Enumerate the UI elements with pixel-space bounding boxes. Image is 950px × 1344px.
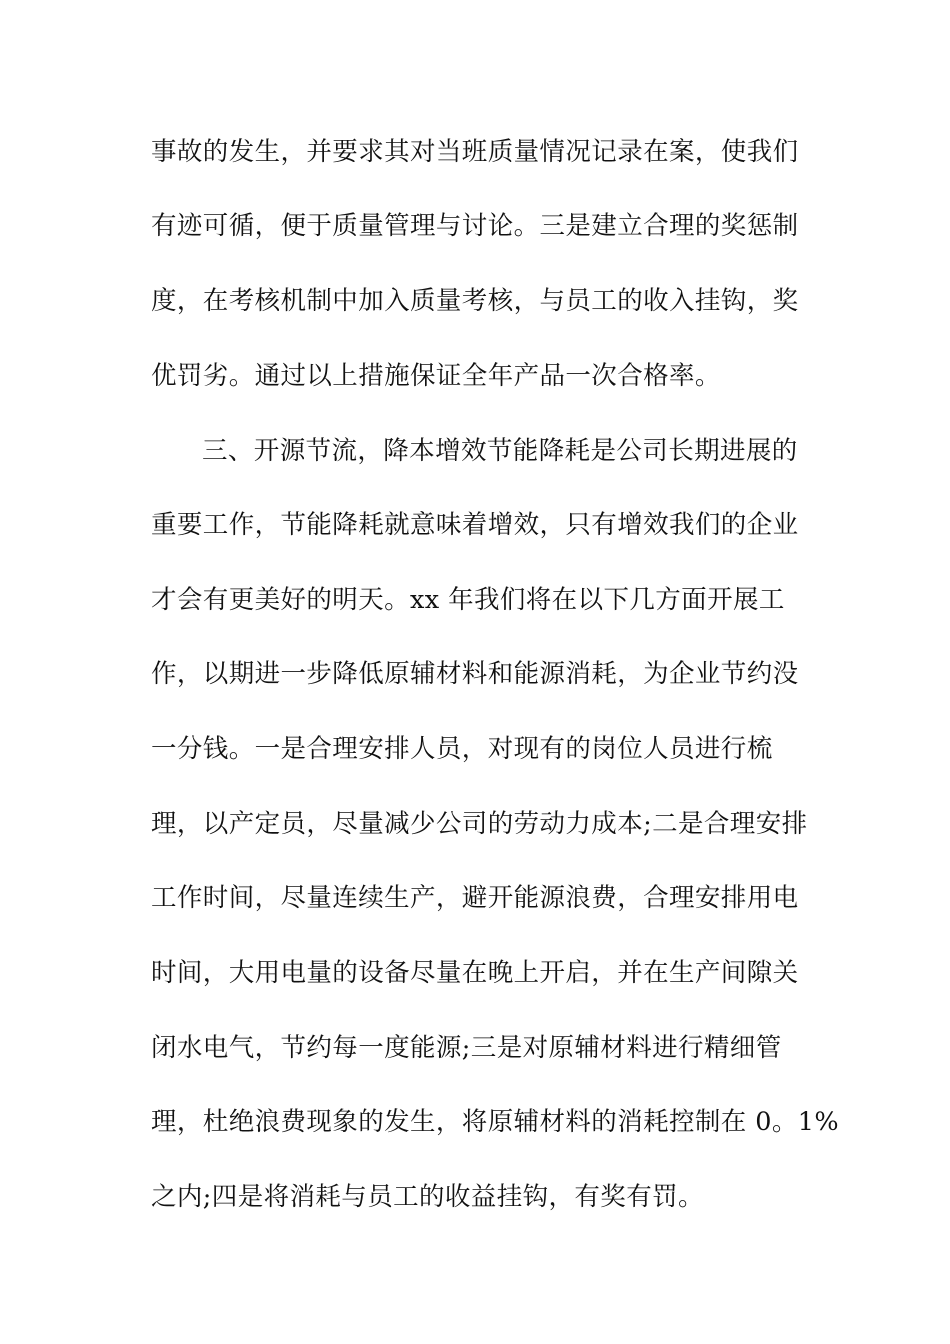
- text-line: 优罚劣。通过以上措施保证全年产品一次合格率。: [151, 361, 721, 391]
- text-line: 闭水电气，节约每一度能源;三是对原辅材料进行精细管: [151, 1033, 782, 1063]
- text-line: 理，以产定员，尽量减少公司的劳动力成本;二是合理安排: [151, 809, 808, 839]
- text-line: 工作时间，尽量连续生产，避开能源浪费，合理安排用电: [151, 883, 799, 913]
- text-line: 时间，大用电量的设备尽量在晚上开启，并在生产间隙关: [151, 958, 799, 988]
- text-line: 事故的发生，并要求其对当班质量情况记录在案，使我们: [151, 137, 799, 167]
- text-line: 才会有更美好的明天。xx 年我们将在以下几方面开展工: [151, 585, 785, 615]
- paragraph-start-line: 三、开源节流，降本增效节能降耗是公司长期进展的: [202, 436, 798, 466]
- text-line: 一分钱。一是合理安排人员，对现有的岗位人员进行梳: [151, 734, 773, 764]
- text-line: 度，在考核机制中加入质量考核，与员工的收入挂钩，奖: [151, 286, 799, 316]
- text-line: 理，杜绝浪费现象的发生，将原辅材料的消耗控制在 0。1%: [151, 1107, 839, 1137]
- text-line: 有迹可循，便于质量管理与讨论。三是建立合理的奖惩制: [151, 211, 799, 241]
- text-line: 之内;四是将消耗与员工的收益挂钩，有奖有罚。: [151, 1182, 704, 1212]
- text-line: 作，以期进一步降低原辅材料和能源消耗，为企业节约没: [151, 659, 799, 689]
- text-line: 重要工作，节能降耗就意味着增效，只有增效我们的企业: [151, 510, 799, 540]
